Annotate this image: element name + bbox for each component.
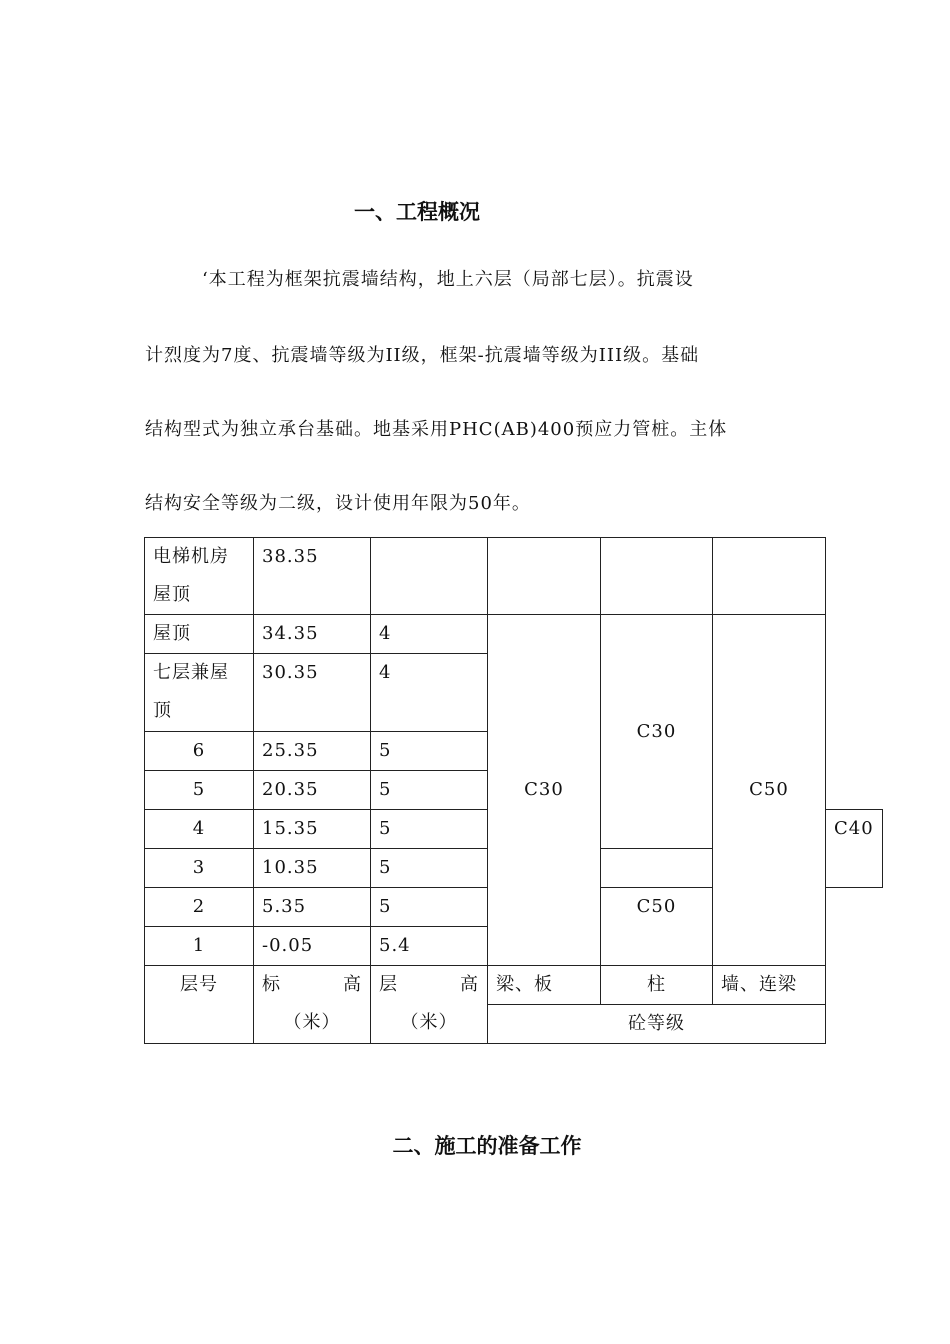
header-height: 层 高 （米） [371,966,488,1044]
elevation-cell: 15.35 [254,810,371,849]
floor-cell: 屋顶 [145,615,254,654]
wall-grade-cell: C50 [713,615,826,966]
header-wall: 墙、连梁 [713,966,826,1005]
height-cell: 5.4 [371,927,488,966]
elevation-cell: 20.35 [254,771,371,810]
floor-cell: 5 [145,771,254,810]
table-row [145,538,883,615]
beam-slab-grade-cell: C30 [488,615,601,966]
height-cell: 5 [371,771,488,810]
header-floor-no: 层号 [145,966,254,1044]
elevation-cell: -0.05 [254,927,371,966]
header-column: 柱 [601,966,713,1005]
elevation-cell: 10.35 [254,849,371,888]
header-beam-slab: 梁、板 [488,966,601,1005]
floor-cell: 七层兼屋 顶 [145,654,254,732]
elevation-cell: 38.35 [254,538,371,615]
elevation-cell: 5.35 [254,888,371,927]
floor-cell: 6 [145,732,254,771]
header-concrete-grade: 砼等级 [488,1005,826,1044]
height-cell [371,538,488,615]
table-row [145,615,883,654]
paragraph-line-2: 计烈度为7度、抗震墙等级为II级，框架-抗震墙等级为III级。基础 [145,345,700,366]
table-header-row [145,966,883,1005]
header-elevation: 标 高 （米） [254,966,371,1044]
paragraph-line-3: 结构型式为独立承台基础。地基采用PHC(AB)400预应力管桩。主体 [145,419,728,440]
floor-cell: 2 [145,888,254,927]
paragraph-line-1: ‘本工程为框架抗震墙结构，地上六层（局部七层）。抗震设 [202,269,694,290]
section-title-1: 一、工程概况 [354,200,480,224]
floor-cell: 4 [145,810,254,849]
height-cell: 5 [371,810,488,849]
floor-cell: 3 [145,849,254,888]
elevation-cell: 25.35 [254,732,371,771]
height-cell: 5 [371,732,488,771]
column-grade-low-cell: C50 [601,888,713,966]
height-cell: 5 [371,888,488,927]
height-cell: 4 [371,654,488,732]
column-grade-mid-cell: C40 [826,810,883,888]
section-title-2: 二、施工的准备工作 [392,1134,582,1158]
floor-cell: 1 [145,927,254,966]
structure-spec-table [144,537,883,1044]
elevation-cell: 30.35 [254,654,371,732]
height-cell: 5 [371,849,488,888]
column-grade-upper-cell: C30 [601,615,713,849]
paragraph-line-4: 结构安全等级为二级，设计使用年限为50年。 [145,493,531,514]
floor-cell: 电梯机房 屋顶 [145,538,254,615]
elevation-cell: 34.35 [254,615,371,654]
height-cell: 4 [371,615,488,654]
